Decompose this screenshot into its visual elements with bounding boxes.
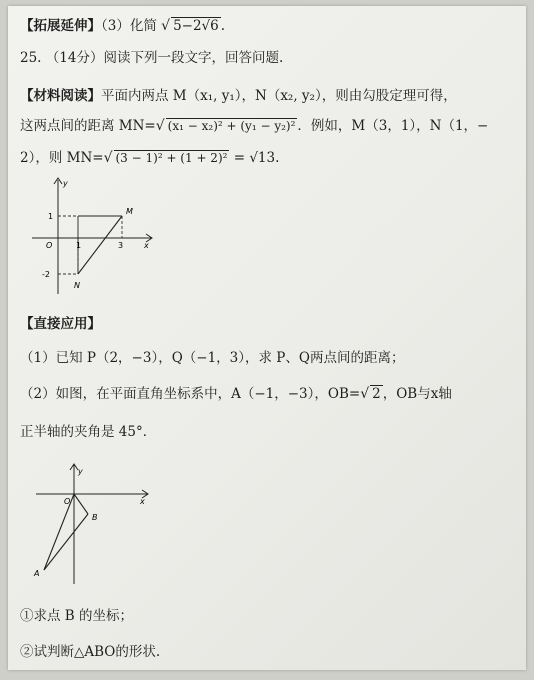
sub-question-2: ②试判断△ABO的形状.	[20, 644, 161, 660]
bleed-through-text	[296, 36, 516, 117]
sub-question-1: ①求点 B 的坐标；	[20, 608, 134, 624]
distance-formula: (x₁ − x₂)² + (y₁ − y₂)²	[167, 119, 296, 133]
y-axis-label: y	[78, 467, 83, 476]
y-axis-label: y	[63, 179, 68, 188]
segment-mn	[78, 216, 122, 274]
x-tick-3: 3	[118, 241, 124, 250]
direct-application-tag: 【直接应用】	[20, 316, 101, 332]
y-tick-1: 1	[48, 212, 54, 221]
x-tick-1: 1	[76, 241, 82, 250]
question-number: 25.	[20, 50, 42, 66]
radicand: 5−2√6	[173, 18, 219, 34]
point-n-label: N	[74, 281, 80, 290]
example-formula: (3 − 1)² + (1 + 2)²	[115, 151, 228, 165]
section-tag: 【拓展延伸】	[20, 18, 101, 34]
segment-ob	[74, 494, 88, 514]
x-axis-label: x	[144, 241, 149, 250]
segment-ab	[44, 514, 88, 570]
question-2-line-1: （2）如图，在平面直角坐标系中，A（−1，−3），OB=√ 2 ，OB与x轴	[20, 386, 452, 402]
material-line-3: 2），则 MN=√ (3 − 1)² + (1 + 2)² = √13.	[20, 150, 280, 166]
x-axis-label: x	[140, 497, 145, 506]
extension-question: 【拓展延伸】（3）化简 √ 5−2√6 .	[20, 18, 226, 34]
point-a-label: A	[34, 569, 40, 578]
coordinate-graph-1	[26, 174, 156, 300]
root-2: 2	[372, 386, 381, 402]
exam-page	[8, 6, 526, 670]
material-line-2: 这两点间的距离 MN=√ (x₁ − x₂)² + (y₁ − y₂)² ．例如，M（3，1），N（1，−	[20, 118, 489, 134]
point-b-label: B	[92, 513, 98, 522]
origin-label: O	[64, 497, 71, 506]
material-line-1: 【材料阅读】平面内两点 M（x₁, y₁），N（x₂, y₂），则由勾股定理可得，	[20, 88, 457, 104]
point-m-label: M	[126, 207, 133, 216]
y-tick-neg2: -2	[42, 270, 50, 279]
coordinate-graph-2	[26, 458, 156, 588]
question-2-line-2: 正半轴的夹角是 45°．	[20, 424, 157, 440]
question-points: （14分）	[45, 50, 104, 66]
section-tag: 【材料阅读】	[20, 88, 101, 104]
origin-label: O	[46, 241, 53, 250]
question-1: （1）已知 P（2，−3），Q（−1，3），求 P、Q两点间的距离；	[20, 350, 405, 366]
question-25-header: 25. （14分）阅读下列一段文字，回答问题.	[20, 50, 284, 66]
